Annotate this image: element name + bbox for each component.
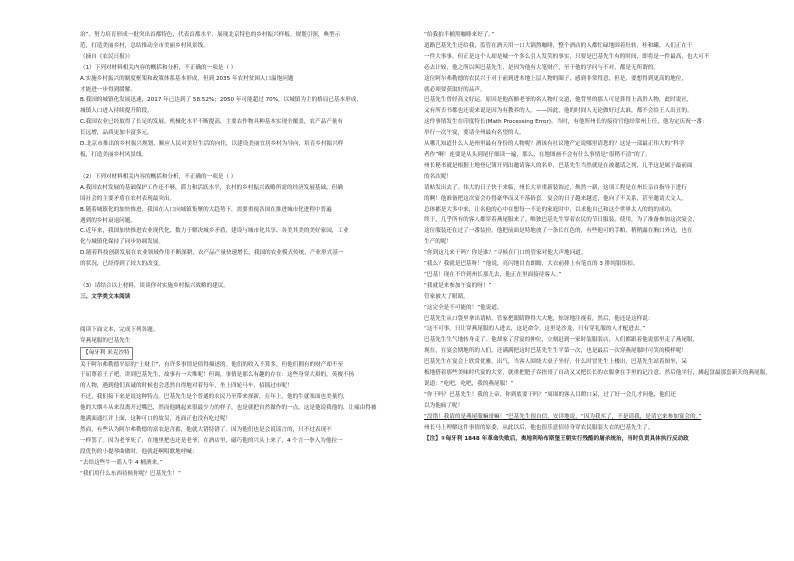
text-line: “你到这儿来干吗？你是谁？”寻候在门口的管家对他大声地问道。 — [424, 250, 587, 257]
text-line: 巴基先生在宴会上欣赏优雅，出气，当客人围绕大桌子坐好，什么时冒先生上楼出，巴基先生站着图坐，呆 — [424, 359, 687, 366]
text-line: 不过，我们接下来是说这种特点。巴基先生是个普通的农民乃至带来探新，在年上，他的牛就塞面也美量约， — [80, 394, 349, 401]
text-line: 巴基先生从口袋里拿出请帖，管家把眼睛睁得大大地，惊讶地注视着，然后，他还是这样说： — [424, 315, 654, 322]
text-line: “我么？我就是巴基呀！”他说，亮闪地目直朗瞻，大衣前排上有笔直的 3 排纯银组扣。 — [424, 261, 639, 268]
text-line: 又有所否书都也还说来说是因为有教养的人，——因此，他的时间人无论做好过太谁，都不会给王人出丑的。 — [424, 108, 693, 115]
text-line: 举行一次午宴，要请全州最有名望的人。 — [424, 130, 525, 137]
text-line: D.北京市推出的乡村振兴规划，顺应人民对美好生活的向往，以建设美丽宜居乡村为导向，培育乡村振兴样 — [80, 141, 344, 148]
text-line: “我就是来参加午宴的呀！” — [424, 282, 492, 289]
text-line: 的人物，遇到他们真诚的时候也会悲然自得地对着每年，坐上四轮马车，招摇过市呢！ — [80, 383, 293, 390]
text-line — [80, 303, 432, 314]
text-line: 的名次呢！ — [424, 173, 452, 180]
text-line: 管家被大了眼睛。 — [424, 293, 469, 300]
left-column — [80, 30, 432, 480]
text-line: B.随着城镇化的加快推进，我国在人口向城镇集聚的大趋势下，需要重视各国在推进城市化进程中普遍 — [80, 206, 332, 213]
text-line: 终于，几乎所有的客人都穿着燕尾服来了。唯独巴基先生穿着农民的节日服装，使用，为了准备参加这次宴会， — [424, 217, 699, 224]
text-line: 以为他疯了呢！ — [424, 402, 464, 409]
text-line: 板地搭着那些美味时代宴的大堂，就重把肥子吞捂哥了自动又又把长长的衣服拿在手里的记注意，然后他平行，拂起盘最那套新天的燕尾服， — [424, 370, 771, 377]
text-line: “巴基！现在不许到州长那儿去，他正在里面接待客人。” — [424, 271, 562, 278]
text-line: 说道：“吃吧，吃吧，我的燕尾服！” — [424, 381, 514, 387]
text-line: 他的大烟斗从来没离开过嘴巴，然而他跳起来很最少力的样子，也是就把自然做作的一点，这是他说我他的，让痛由得被 — [80, 405, 377, 412]
text-line: 从哪儿知道什么人是州里最有身份的人物呢？酒该有社议地产定说哪里请您的？这是一部最正伟大的“科学 — [424, 141, 685, 148]
text-line: 然而，有些认为阿尔弗勒德的富农是含蓄，他就大错特错了。因为他们也是会说谣言的，只不过表现不 — [80, 427, 332, 433]
text-line: 请帖发出去了。伟大的日子快于来临，州长大章重新装饰过，焕然一新，这项工程是在州长亲自指导下进行 — [424, 184, 687, 191]
text-line: 遇到的乡村衰退问题。 — [80, 217, 136, 224]
text-line: “给我拍半桶黑咖啡来好了。” — [424, 32, 495, 38]
text-line: 者作”啊！连要是从头到尾仔细读一遍，那么，在地图画不会有什么事情是“很稍不清”的了。 — [424, 151, 651, 158]
text-line: B.我国的城镇化发展迅速，2017 年已达到了 58.52%；2050 年可能超过 70%，以城镇为主的格局已基本形成， — [80, 97, 362, 104]
text-line: 就必须要获取好的品声。 — [424, 86, 486, 93]
text-line: 地满面通红并上面，这种可口的故吴，连面正也没有吃过呢！ — [80, 416, 232, 423]
text-line: 这位服装还在过了一番装扮，他把前面是特地放了一条长红色的，有些他可的手帕，稍稍露在胸口外边，也在 — [424, 228, 693, 235]
text-line: 治”。努力培育形成一批突出首都特色、代表首都水平、展现北京特色的乡村振兴样板。规划引领，典型示 — [80, 32, 341, 38]
section-heading: 三、文学类文本阅读 — [80, 293, 131, 300]
text-line: 范，打造美丽乡村，总结推动全市美丽乡村风景线。 — [80, 42, 209, 49]
text-line: “你干吗？巴基先生！我的上帝，你到底要干吗？”周围的客人目瞪口呆，过了好一会儿才问他，他们还 — [424, 391, 676, 398]
text-line: 城镇人口进入持续提升阶段。 — [80, 108, 153, 115]
text-line: “这完全是不可能的！”他说道。 — [424, 304, 503, 311]
text-line: 的啊！他准备把这次宴会办得豪华而又不落俗套。宴会的日子越来越近，他向了不关系，甚至邀请大文人， — [424, 195, 687, 202]
text-line: （1）下列对材料相关内容的概括和分析，不正确的一项是（ ） — [80, 64, 237, 71]
text-line: 化与城镇化保持了同步协调发展。 — [80, 239, 164, 246]
text-line: 州长秘书就是根据土地登记簿开列出邀请客人的名单，巴基先生当然就是在被邀请之列，几乎这是属于最前面 — [424, 162, 693, 169]
text-line: A.我国农村发展的基础保护工作还不够，滞力和活跃水平，农村的乡村振兴战略所需的经济发展基础，但确 — [80, 184, 343, 191]
text-line: 段优伤的小提琴曲做时，他就赶啊唱歌地呼喊： — [80, 448, 198, 455]
text-line: D.随着科技创新发展在农业领域作用不断深耕，农产品产量快速增长，我国的农业模式传统，产业形式基一 — [80, 250, 344, 257]
text-line: 一样罢了。因为老爷死了，在地里把也还是老爷，在酒店里，磁巧他的兴头上来了，4 个言一拳入为他拉一 — [80, 437, 343, 444]
author-byline: 【匈牙利 米克沙特 — [80, 347, 133, 360]
text-line: 州长马上理解这件事情的原委，从此以后，他也很乐意招待身穿农民服装大衣的巴基先生了。 — [424, 424, 654, 431]
text-line: （2）下列对材料相关内容的概括和分析，不正确的一项是（ ） — [80, 173, 237, 180]
text-line: C.我国农业已经取得了长足的发展，机械化水平不断提高，主要农作物具种基本实现全覆盖，农产品产量有 — [80, 119, 343, 126]
text-line: 关于阿尔弗勒德平原的“土财主”，有许多事情是值得描述的。他们的收入不算多，但他们拥有的财产却不至 — [80, 361, 344, 368]
text-line: 长远增，品质更加丰富多元。 — [80, 130, 153, 137]
text-line — [80, 161, 432, 172]
text-line — [80, 314, 432, 325]
text-line: （摘自《农民日报》） — [80, 53, 134, 60]
text-line: “我们用什么东西待候你呢？巴基先生！” — [80, 470, 181, 477]
text-line: C.近年来，我国加快推进农业现代化，数力于解决城乡矛盾，建设与城市化共享、各美其美的美好家园，工业 — [80, 228, 349, 235]
text-line: 板，打造美丽乡村风景线。 — [80, 151, 148, 158]
text-line — [80, 270, 432, 281]
text-line: A.实施乡村振兴的制度框架和政策体系基本形成，但到 2035 年农村贫困人口温饱问题 — [80, 75, 294, 82]
text-line: 这位阿尔弗勒德的农民兴于对于前到进本地上层人物的圈子，感到非常得意，但是，要想得到更高的地位， — [424, 75, 687, 82]
text-line: 现在，在宴会期地所的人们，还满满把这时巴基先生生平第一次，也是最后一次穿燕尾服时可笑的模样呢！ — [424, 348, 687, 355]
text-line: 巴基先生生气地转身走了。他却家了营宴的伸位，立刻赶到一家时装服装店，人们都跟着他说那里走了燕尾服， — [424, 337, 699, 344]
text-line: 穿燕尾服的巴基先生 — [80, 337, 131, 344]
text-line: 巴基先生曾经高文好运。原因是他高额老爷的名人物打交道，他背里的那人可是算得上高贵人物，此时说社， — [424, 97, 693, 104]
text-line: 道路巴基先生还给我，监管在酒天用一口大锅熬咖啡，整个酒店的人都忙碌地围着灶转，桂和罐，人们正在干 — [424, 42, 693, 49]
text-line: 【注】①匈牙利 1848 年革命失败后，奥地利哈布斯堡王朝实行残酷的屠杀统治，当时负责具体执行反动政 — [424, 435, 689, 442]
text-line: 于屈尊着王子吧。讲到巴基先生，故事有一大堆呢！但调，事情是那么有趣的存在：这些身穿大褂的，英俊不扬 — [80, 372, 355, 379]
text-line: 生产的呢！ — [424, 239, 452, 246]
text-line: 总体都是大多中来，让名他的心中在想每一不论的家庭时中，以求他自己和这个世界太人的的的成功。 — [424, 206, 676, 213]
text-line: 才能进一步得到缓解。 — [80, 86, 136, 93]
text-line: 的状况，已经得到了较大的改变。 — [80, 261, 164, 268]
text-line: （3）请结合以上材料，谈谈你对实施乡村振兴战略的建议。 — [80, 283, 229, 290]
text-line: “没错！我请的是燕尾服嘛哥嘛！”巴基先生很自信，安详地说，“因为我买了，不是请我，是请它来参加宴会的。” — [424, 413, 702, 420]
text-line: 这件事情发生在印度特长(Math Processing Error)。当时，有他所州长的接待官他经常州上任，他为定庆祝一番： — [424, 119, 708, 126]
text-line: “去给这些牛一篮人牛 4 桶酒来。” — [80, 459, 163, 466]
text-line: 必去计较，他之所以叫巴基先生，是因为他有大笔财产，至于他的学问与不对，都是无所谓的。 — [424, 64, 659, 71]
right-column — [424, 30, 776, 444]
text-line: 阅读下面文本，完成下列各题。 — [80, 326, 159, 333]
text-line — [80, 347, 432, 360]
text-line: “这不可事。只让穿燕尾服的人进去，这是命令。这里是沙龙，只有穿礼服的人才配进去。” — [424, 326, 646, 333]
text-line: 国社会的主要矛盾在农村表现最突出。 — [80, 195, 176, 202]
text-line: 一件大事事。但正是这个人却是城一个多么引人发笑的事实，只要是巴基先生有的时间，即将是一件最高，也大可不 — [424, 53, 710, 60]
